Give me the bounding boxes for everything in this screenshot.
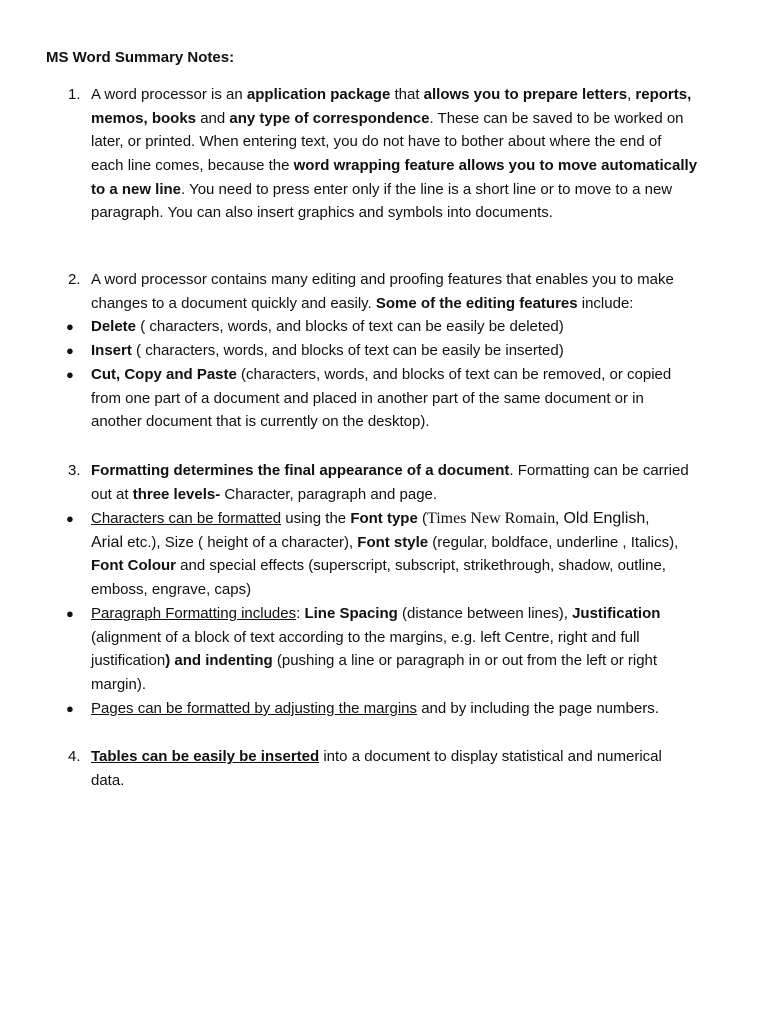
bullet-delete — [91, 315, 741, 339]
bold-text: Delete — [91, 318, 137, 335]
list-number-3: 3. — [68, 462, 81, 479]
text-run: into a document to display statistical and numerical — [319, 748, 662, 765]
bullet-line — [91, 697, 741, 721]
text-run: and — [196, 109, 230, 127]
bullet-line — [91, 363, 741, 387]
bullet-line — [91, 554, 741, 578]
document-title: MS Word Summary Notes: — [46, 49, 235, 66]
serif-sample-text: Times New Romain, — [426, 510, 560, 527]
item1-line-4 — [91, 154, 741, 178]
bold-text: Cut, Copy and Paste — [91, 366, 237, 383]
underlined-text: Pages can be formatted by adjusting the margins — [91, 700, 418, 717]
bullet-line: from one part of a document and placed in another part of the same document or in — [91, 389, 644, 407]
text-run: Character, paragraph and page. — [220, 485, 438, 503]
text-run: out at — [91, 485, 133, 503]
bold-underlined-text: Tables can be easily be inserted — [91, 748, 320, 765]
text-run: each line comes, because the — [91, 157, 294, 175]
bullet-line: emboss, engrave, caps) — [91, 581, 252, 599]
text-run: include: — [577, 294, 634, 312]
bold-text: Font type — [350, 510, 418, 527]
bullet-marker: ● — [66, 606, 74, 621]
item4-line-1 — [91, 745, 741, 769]
item4-line-2: data. — [91, 771, 125, 789]
underlined-text: Characters can be formatted — [91, 510, 282, 527]
item1-line-5 — [91, 178, 741, 202]
bold-text: word wrapping feature allows you to move automatically — [293, 157, 698, 175]
bold-text: to a new line — [91, 180, 182, 198]
bullet-cut-copy-paste — [91, 363, 741, 434]
item2-line-1: A word processor contains many editing and proofing features that enables you to make — [91, 271, 674, 288]
bold-text: allows you to prepare letters — [423, 86, 628, 103]
text-run: etc.), Size ( height of a character), — [123, 533, 358, 551]
bold-text: reports, — [635, 86, 692, 103]
bold-text: Justification — [572, 605, 661, 622]
text-run: justification — [91, 652, 166, 670]
text-run: ( characters, words, and blocks of text can be easily be inserted) — [131, 342, 564, 359]
text-run: that — [390, 86, 424, 103]
item3-line-2 — [91, 483, 741, 507]
bullet-paragraph-formatting — [91, 602, 741, 697]
text-run: changes to a document quickly and easily. — [91, 294, 376, 312]
text-run: : — [296, 605, 305, 622]
bullet-line — [91, 602, 741, 626]
bold-text: application package — [246, 86, 391, 103]
bullet-line: (alignment of a block of text according to the margins, e.g. left Centre, right and full — [91, 628, 640, 646]
text-run: (characters, words, and blocks of text can be removed, or copied — [236, 366, 672, 383]
item3-line-1 — [91, 459, 741, 483]
text-run: using the — [281, 510, 351, 527]
item2-line-2 — [91, 292, 741, 316]
bold-text: Some of the editing features — [375, 294, 578, 312]
text-run: , — [645, 510, 650, 527]
text-run: and by including the page numbers. — [417, 700, 659, 717]
bold-text: any type of correspondence — [229, 109, 430, 127]
bullet-line — [91, 315, 741, 339]
underlined-text: Paragraph Formatting includes — [91, 605, 297, 622]
list-number-4: 4. — [68, 748, 81, 765]
bullet-line: another document that is currently on the desktop). — [91, 413, 430, 431]
bullet-character-formatting — [91, 507, 741, 602]
bullet-line — [91, 649, 741, 673]
item1-line-6: paragraph. You can also insert graphics and symbols into documents. — [91, 204, 553, 222]
list-item-2 — [91, 268, 741, 315]
bullet-marker: ● — [66, 319, 74, 334]
list-number-2: 2. — [68, 271, 81, 288]
list-item-3 — [91, 459, 741, 506]
text-run: (distance between lines), — [397, 605, 573, 622]
item1-line-1 — [91, 83, 741, 107]
text-run: A word processor is an — [91, 86, 247, 103]
bullet-line — [91, 507, 741, 531]
bullet-marker: ● — [66, 343, 74, 358]
bold-text: Insert — [91, 342, 132, 359]
bullet-line — [91, 531, 741, 555]
bullet-insert — [91, 339, 741, 363]
text-run: (pushing a line or paragraph in or out from the left or right — [272, 652, 658, 670]
text-run: . Formatting can be carried — [509, 462, 689, 479]
font-sample-text: Arial — [91, 533, 124, 551]
text-run: ( characters, words, and blocks of text can be easily be deleted) — [136, 318, 564, 335]
bullet-marker: ● — [66, 701, 74, 716]
bold-text: Line Spacing — [304, 605, 398, 622]
bullet-marker: ● — [66, 511, 74, 526]
list-item-1 — [91, 83, 741, 225]
bullet-line: margin). — [91, 676, 147, 694]
bullet-page-formatting — [91, 697, 741, 721]
bold-text: Font Colour — [91, 557, 176, 575]
list-item-4 — [91, 745, 741, 792]
font-sample-text: Old English — [563, 510, 646, 527]
list-number-1: 1. — [68, 86, 81, 103]
bullet-marker: ● — [66, 367, 74, 382]
text-run: (regular, boldface, underline , Italics), — [428, 533, 679, 551]
bold-text: ) and indenting — [165, 652, 273, 670]
text-run: ( — [417, 510, 427, 527]
text-run: . These can be saved to be worked on — [429, 109, 684, 127]
bullet-line — [91, 339, 741, 363]
item1-line-3: later, or printed. When entering text, you do not have to bother about where the end of — [91, 133, 662, 151]
bold-text: memos, books — [91, 109, 197, 127]
text-run: . You need to press enter only if the line is a short line or to move to a new — [181, 180, 673, 198]
text-run: and special effects (superscript, subscript, strikethrough, shadow, outline, — [175, 557, 666, 575]
text-run: , — [627, 86, 636, 103]
item1-line-2 — [91, 107, 741, 131]
bold-text: Formatting determines the final appearance of a document — [91, 462, 510, 479]
bold-text: Font style — [357, 533, 429, 551]
bold-text: three levels- — [132, 485, 221, 503]
